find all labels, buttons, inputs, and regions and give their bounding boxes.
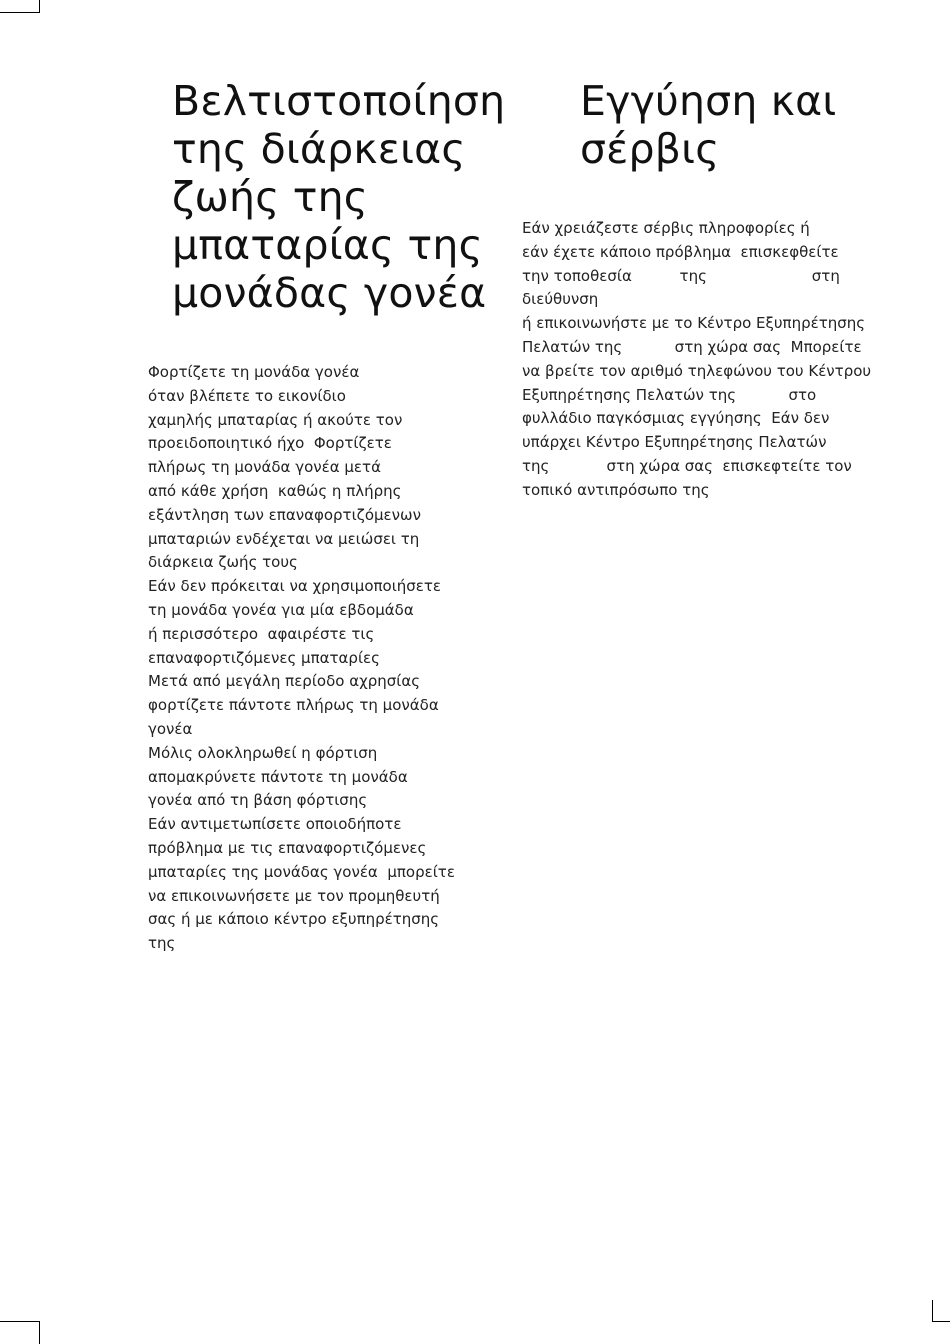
body-line: Μετά από μεγάλη περίοδο αχρησίας (148, 672, 421, 691)
title-line: Εγγύηση και (580, 77, 837, 125)
body-line: διεύθυνση (522, 290, 599, 309)
title-line: Βελτιστοποίηση (172, 77, 506, 125)
body-line: εάν έχετε κάποιο πρόβλημα επισκεφθείτε (522, 242, 839, 261)
title-line: μονάδας γονέα (172, 269, 487, 317)
crop-mark-top-left-horizontal (0, 12, 40, 13)
battery-life-title (172, 77, 505, 317)
body-line: Εξυπηρέτησης Πελατών της στο (522, 385, 817, 404)
crop-mark-bottom-right-horizontal (932, 1321, 950, 1322)
body-line: ή επικοινωνήστε με το Κέντρο Εξυπηρέτησης (522, 314, 866, 333)
body-line: να επικοινωνήσετε με τον προμηθευτή (148, 886, 440, 905)
body-line: τη μονάδα γονέα για μία εβδομάδα (148, 600, 414, 619)
title-line: μπαταρίας της (172, 221, 483, 269)
body-line: τοπικό αντιπρόσωπο της (522, 480, 710, 499)
body-line: από κάθε χρήση καθώς η πλήρης (148, 481, 402, 500)
warranty-service-title (580, 77, 836, 173)
body-line: σας ή με κάποιο κέντρο εξυπηρέτησης (148, 910, 440, 929)
body-line: Πελατών της στη χώρα σας Μπορείτε (522, 337, 862, 356)
crop-mark-top-left-vertical (39, 0, 40, 13)
crop-mark-bottom-left-horizontal (0, 1321, 40, 1322)
body-line: Εάν αντιμετωπίσετε οποιοδήποτε (148, 815, 402, 834)
warranty-service-body (522, 217, 882, 503)
body-line: επαναφορτιζόμενες μπαταρίες (148, 648, 380, 667)
title-line: της διάρκειας (172, 125, 466, 173)
body-line: απομακρύνετε πάντοτε τη μονάδα (148, 767, 408, 786)
body-line: της (148, 934, 176, 953)
body-line: χαμηλής μπαταρίας ή ακούτε τον (148, 410, 403, 429)
body-line: πρόβλημα με τις επαναφορτιζόμενες (148, 838, 427, 857)
body-line: φυλλάδιο παγκόσμιας εγγύησης Εάν δεν (522, 409, 830, 428)
body-line: Εάν χρειάζεστε σέρβις πληροφορίες ή (522, 219, 810, 237)
body-line: γονέα από τη βάση φόρτισης (148, 791, 368, 810)
body-line: να βρείτε τον αριθμό τηλεφώνου του Κέντρου (522, 361, 872, 380)
title-line: σέρβις (580, 125, 720, 173)
crop-mark-bottom-right-vertical (932, 1300, 933, 1322)
body-line: μπαταριών ενδέχεται να μειώσει τη (148, 529, 420, 548)
body-line: Μόλις ολοκληρωθεί η φόρτιση (148, 743, 378, 762)
crop-mark-bottom-left-vertical (39, 1321, 40, 1344)
body-line: μπαταρίες της μονάδας γονέα μπορείτε (148, 862, 455, 881)
body-line: γονέα (148, 719, 193, 738)
body-line: πλήρως τη μονάδα γονέα μετά (148, 458, 381, 477)
body-line: προειδοποιητικό ήχο Φορτίζετε (148, 434, 392, 453)
body-line: την τοποθεσία της στη (522, 266, 840, 285)
body-line: φορτίζετε πάντοτε πλήρως τη μονάδα (148, 696, 439, 715)
body-line: Φορτίζετε τη μονάδα γονέα (148, 363, 360, 381)
body-line: όταν βλέπετε το εικονίδιο (148, 386, 346, 405)
body-line: ή περισσότερο αφαιρέστε τις (148, 624, 375, 643)
battery-life-body (148, 361, 478, 956)
body-line: υπάρχει Κέντρο Εξυπηρέτησης Πελατών (522, 433, 827, 452)
body-line: εξάντληση των επαναφορτιζόμενων (148, 505, 421, 524)
title-line: ζωής της (172, 173, 369, 221)
body-line: της στη χώρα σας επισκεφτείτε τον (522, 456, 852, 475)
body-line: διάρκεια ζωής τους (148, 553, 298, 572)
body-line: Εάν δεν πρόκειται να χρησιμοποιήσετε (148, 577, 442, 596)
